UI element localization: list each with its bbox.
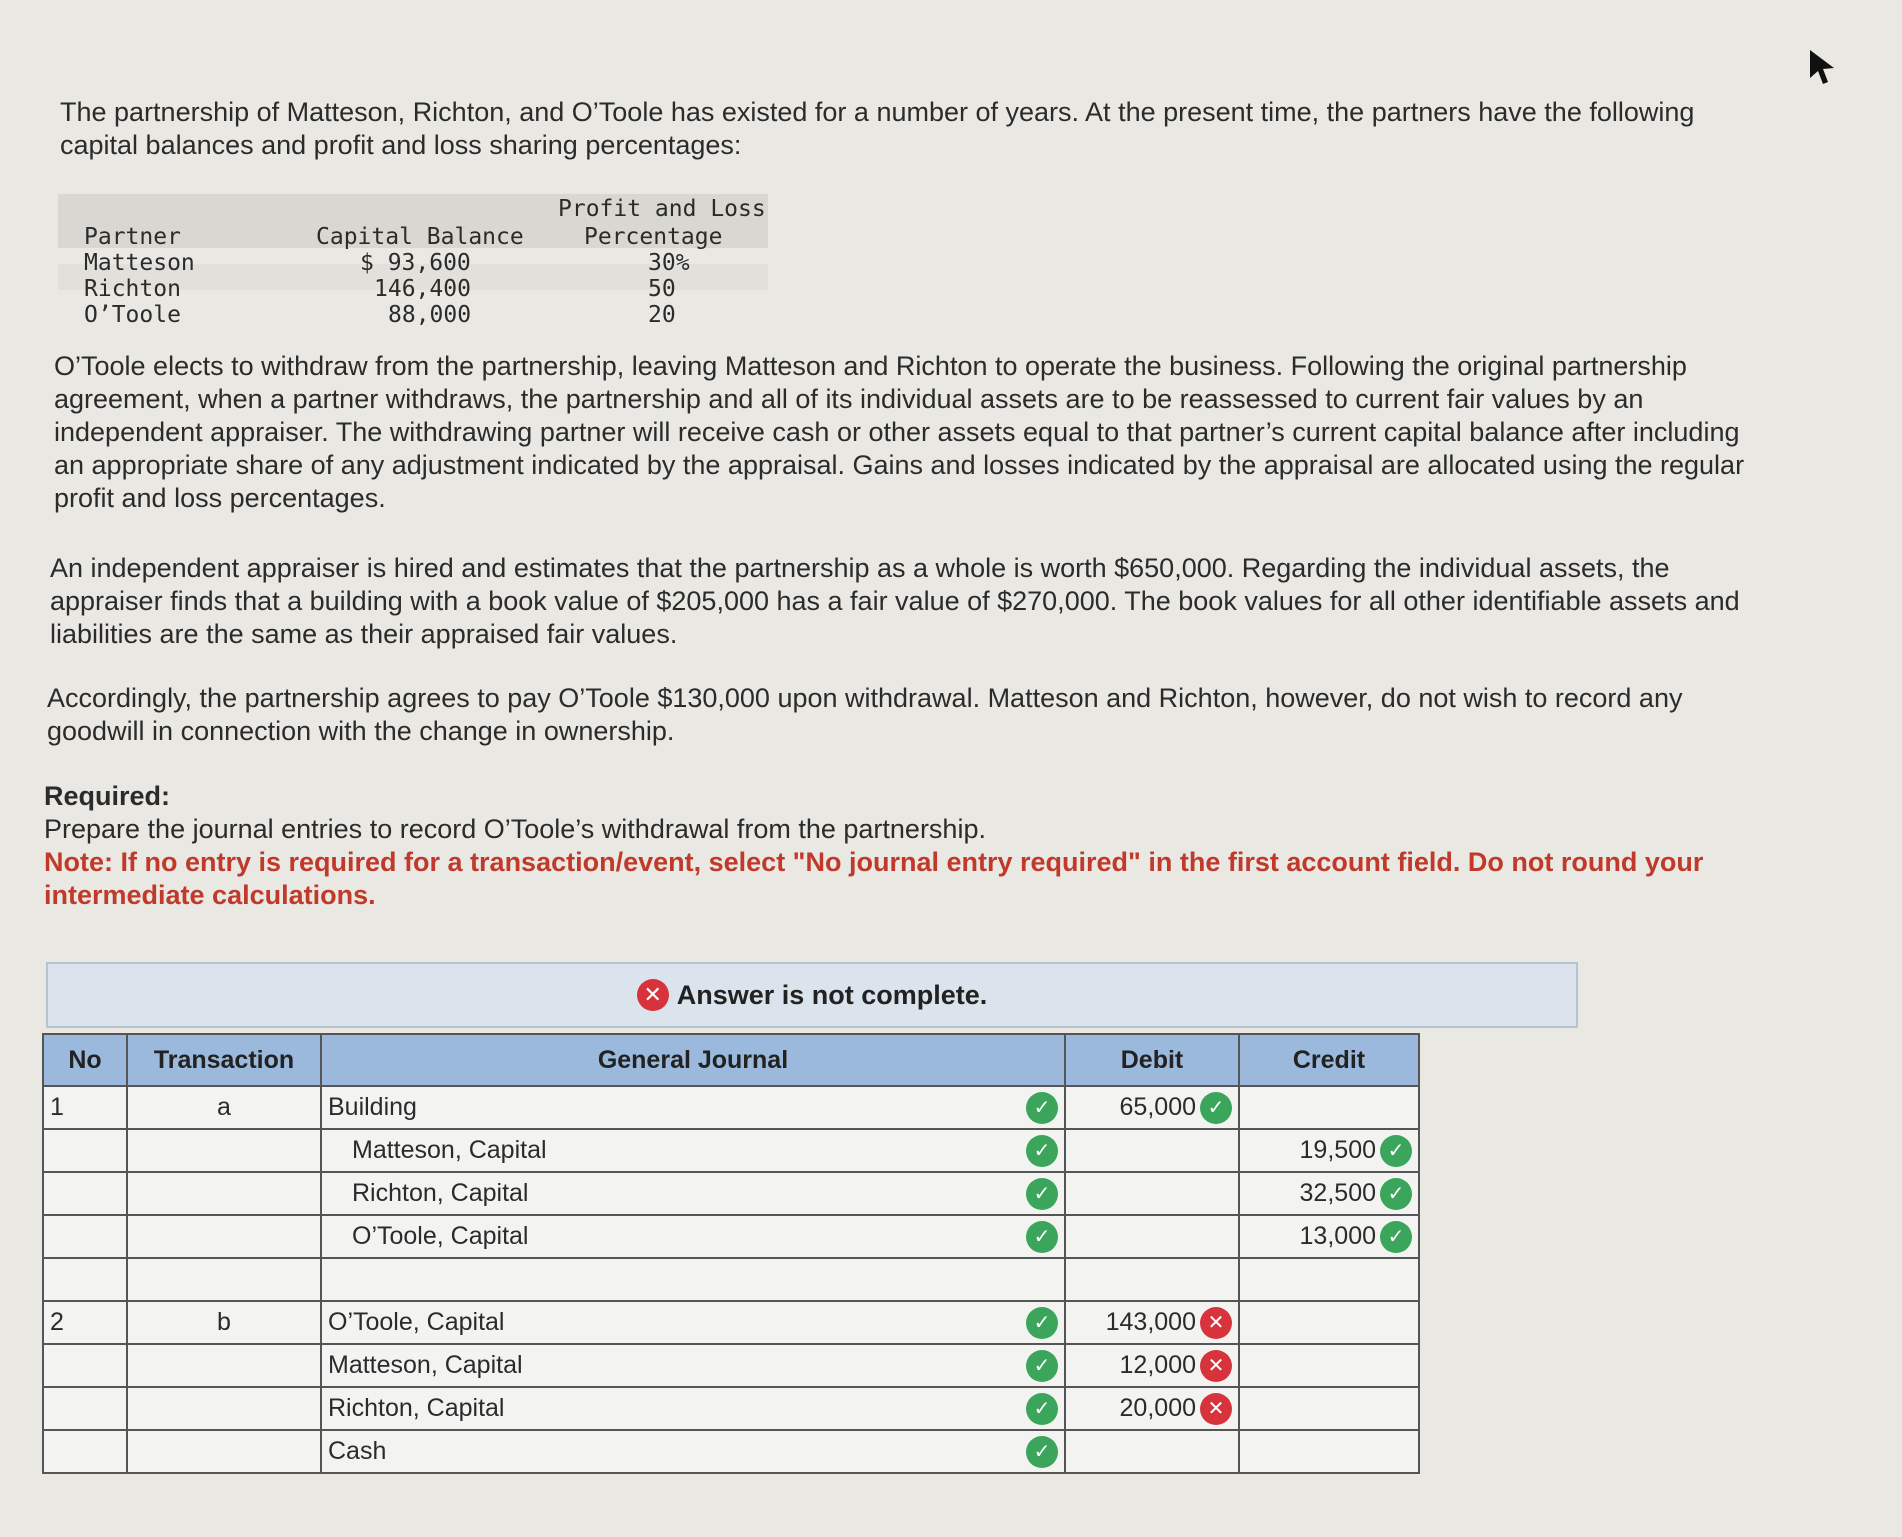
- table-row: [43, 1430, 1419, 1473]
- debit-cell[interactable]: [1065, 1344, 1239, 1387]
- transaction-label: [127, 1344, 321, 1387]
- x-icon: ✕: [637, 979, 669, 1011]
- credit-cell[interactable]: [1239, 1301, 1419, 1344]
- credit-cell[interactable]: [1239, 1344, 1419, 1387]
- account-cell[interactable]: [321, 1258, 1065, 1301]
- table-row: [43, 1086, 1419, 1129]
- check-icon: ✓: [1026, 1135, 1058, 1167]
- account-select[interactable]: O’Toole, Capital: [352, 1222, 529, 1250]
- partner-name: Richton: [84, 276, 181, 302]
- pl-pct: 20: [648, 302, 676, 328]
- x-icon: ✕: [1200, 1350, 1232, 1382]
- table-row: [43, 1344, 1419, 1387]
- credit-input[interactable]: 13,000: [1299, 1222, 1376, 1250]
- table-row: [43, 1258, 1419, 1301]
- debit-cell[interactable]: [1065, 1129, 1239, 1172]
- transaction-label: [127, 1129, 321, 1172]
- account-cell[interactable]: [321, 1172, 1065, 1215]
- check-icon: ✓: [1026, 1092, 1058, 1124]
- account-select[interactable]: Building: [328, 1093, 417, 1121]
- x-icon: ✕: [1200, 1307, 1232, 1339]
- debit-cell[interactable]: [1065, 1172, 1239, 1215]
- account-cell[interactable]: [321, 1430, 1065, 1473]
- check-icon: ✓: [1380, 1221, 1412, 1253]
- answer-status-text: Answer is not complete.: [676, 979, 988, 1010]
- table-row: [43, 1172, 1419, 1215]
- check-icon: ✓: [1200, 1092, 1232, 1124]
- col-credit-header: Credit: [1239, 1034, 1419, 1086]
- withdraw-paragraph: O’Toole elects to withdraw from the partnership, leaving Matteson and Richton to operate the business. Following the original partnership agreement, when a partner withdraws, the partnership and all of its individual assets are to be reassessed to current fair values by an independent appraiser. The withdrawing partner will receive cash or other assets equal to that partner’s current capital balance after including an appropriate share of any adjustment indicated by the appraisal. Gains and losses indicated by the appraisal are allocated using the regular profit and loss percentages.: [54, 351, 1745, 513]
- account-select[interactable]: Matteson, Capital: [352, 1136, 547, 1164]
- account-select[interactable]: O’Toole, Capital: [328, 1308, 505, 1336]
- credit-cell[interactable]: [1239, 1086, 1419, 1129]
- transaction-label: [127, 1387, 321, 1430]
- account-cell[interactable]: [321, 1344, 1065, 1387]
- check-icon: ✓: [1026, 1221, 1058, 1253]
- cursor-icon: [1808, 48, 1836, 88]
- table-row: [43, 1129, 1419, 1172]
- pl-header-line2: Percentage: [584, 224, 723, 250]
- agreement-paragraph: Accordingly, the partnership agrees to pay O’Toole $130,000 upon withdrawal. Matteson and Richton, however, do not wish to record any goodwill in connection with the change in ownership.: [47, 683, 1683, 746]
- check-icon: ✓: [1026, 1307, 1058, 1339]
- required-section: [44, 780, 1784, 912]
- transaction-label: [127, 1172, 321, 1215]
- table-row: [43, 1215, 1419, 1258]
- entry-no: [43, 1344, 127, 1387]
- capital-header: Capital Balance: [316, 224, 524, 250]
- pl-pct: 50: [648, 276, 676, 302]
- capital-value: $ 93,600: [360, 250, 471, 276]
- partner-name: O’Toole: [84, 302, 181, 328]
- pl-pct: 30%: [648, 250, 690, 276]
- debit-cell[interactable]: [1065, 1086, 1239, 1129]
- transaction-label: [127, 1430, 321, 1473]
- credit-cell[interactable]: [1239, 1215, 1419, 1258]
- account-select[interactable]: Cash: [328, 1437, 387, 1465]
- transaction-label: a: [127, 1086, 321, 1129]
- credit-input[interactable]: 32,500: [1299, 1179, 1376, 1207]
- account-select[interactable]: Richton, Capital: [352, 1179, 529, 1207]
- account-cell[interactable]: [321, 1215, 1065, 1258]
- general-journal-table: [42, 1033, 1420, 1474]
- intro-paragraph: The partnership of Matteson, Richton, and O’Toole has existed for a number of years. At the present time, the partners have the following capital balances and profit and loss sharing percentages:: [60, 97, 1695, 160]
- required-title: Required:: [44, 781, 171, 811]
- transaction-label: b: [127, 1301, 321, 1344]
- check-icon: ✓: [1026, 1178, 1058, 1210]
- entry-no: 2: [43, 1301, 127, 1344]
- capital-value: 88,000: [388, 302, 472, 328]
- entry-no: 1: [43, 1086, 127, 1129]
- col-debit-header: Debit: [1065, 1034, 1239, 1086]
- table-row: [43, 1301, 1419, 1344]
- partner-name: Matteson: [84, 250, 195, 276]
- debit-input[interactable]: 12,000: [1119, 1351, 1196, 1379]
- credit-cell[interactable]: [1239, 1172, 1419, 1215]
- appraiser-paragraph: An independent appraiser is hired and estimates that the partnership as a whole is worth $650,000. Regarding the individual assets, the appraiser finds that a building with a book value of $205,000 has a fair value of $270,000. The book values for all other identifiable assets and liabilities are the same as their appraised fair values.: [50, 553, 1740, 649]
- credit-input[interactable]: 19,500: [1299, 1136, 1376, 1164]
- debit-cell[interactable]: [1065, 1215, 1239, 1258]
- debit-cell[interactable]: [1065, 1430, 1239, 1473]
- col-transaction-header: Transaction: [127, 1034, 321, 1086]
- credit-cell[interactable]: [1239, 1129, 1419, 1172]
- col-no-header: No: [43, 1034, 127, 1086]
- account-cell[interactable]: [321, 1086, 1065, 1129]
- debit-input[interactable]: 65,000: [1119, 1093, 1196, 1121]
- check-icon: ✓: [1380, 1135, 1412, 1167]
- pl-header-line1: Profit and Loss: [558, 196, 766, 222]
- account-select[interactable]: Richton, Capital: [328, 1394, 505, 1422]
- answer-status-bar: [46, 962, 1578, 1028]
- required-note: Note: If no entry is required for a transaction/event, select "No journal entry required" in the first account field. Do not round your intermediate calculations.: [44, 847, 1704, 910]
- x-icon: ✕: [1200, 1393, 1232, 1425]
- check-icon: ✓: [1380, 1178, 1412, 1210]
- entry-no: [43, 1172, 127, 1215]
- debit-cell[interactable]: [1065, 1387, 1239, 1430]
- debit-cell[interactable]: [1065, 1301, 1239, 1344]
- transaction-label: [127, 1258, 321, 1301]
- required-text: Prepare the journal entries to record O’Toole’s withdrawal from the partnership.: [44, 814, 986, 844]
- account-cell[interactable]: [321, 1387, 1065, 1430]
- entry-no: [43, 1430, 127, 1473]
- entry-no: [43, 1215, 127, 1258]
- account-select[interactable]: Matteson, Capital: [328, 1351, 523, 1379]
- account-cell[interactable]: [321, 1129, 1065, 1172]
- credit-cell[interactable]: [1239, 1258, 1419, 1301]
- check-icon: ✓: [1026, 1350, 1058, 1382]
- check-icon: ✓: [1026, 1436, 1058, 1468]
- debit-input[interactable]: 143,000: [1105, 1308, 1196, 1336]
- check-icon: ✓: [1026, 1393, 1058, 1425]
- entry-no: [43, 1258, 127, 1301]
- partner-header: Partner: [84, 224, 181, 250]
- transaction-label: [127, 1215, 321, 1258]
- col-general-journal-header: General Journal: [321, 1034, 1065, 1086]
- credit-cell[interactable]: [1239, 1430, 1419, 1473]
- entry-no: [43, 1129, 127, 1172]
- account-cell[interactable]: [321, 1301, 1065, 1344]
- entry-no: [43, 1387, 127, 1430]
- debit-cell[interactable]: [1065, 1258, 1239, 1301]
- debit-input[interactable]: 20,000: [1119, 1394, 1196, 1422]
- capital-value: 146,400: [374, 276, 471, 302]
- credit-cell[interactable]: [1239, 1387, 1419, 1430]
- table-row: [43, 1387, 1419, 1430]
